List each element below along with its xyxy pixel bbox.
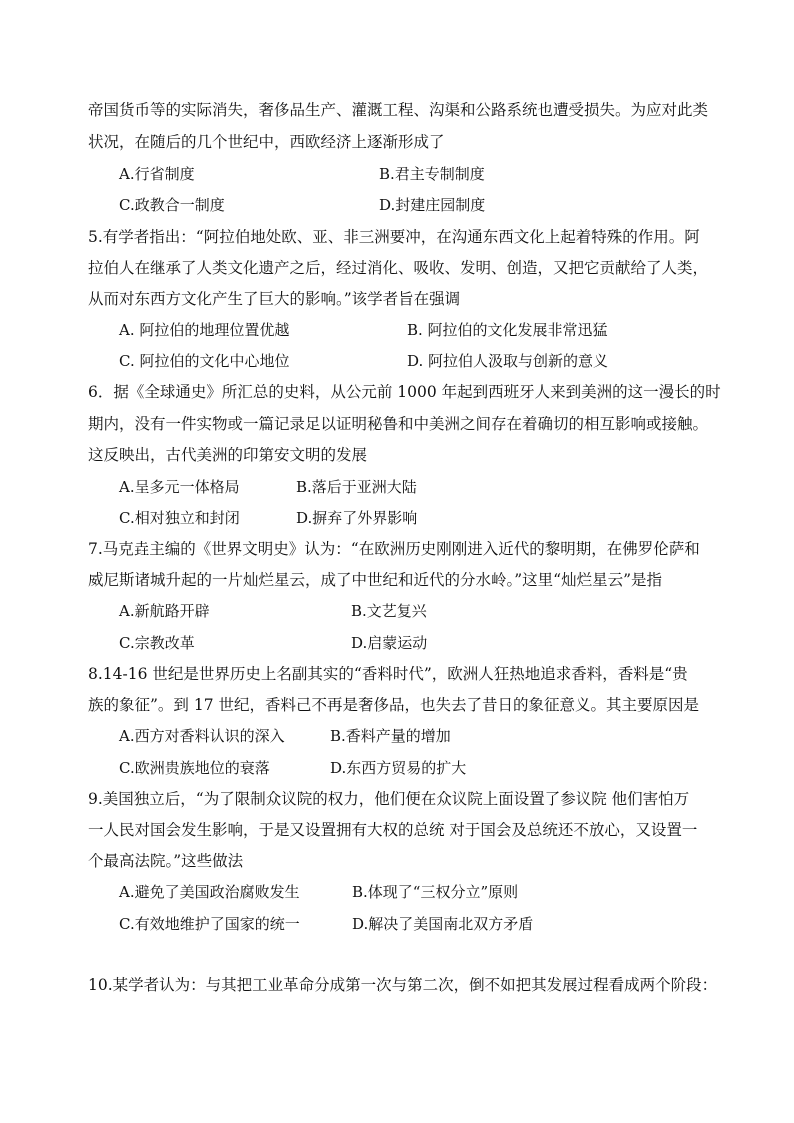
q9-option-d[interactable]: D.解决了美国南北双方矛盾 (352, 915, 534, 933)
q7-option-d[interactable]: D.启蒙运动 (351, 634, 428, 652)
q5-option-b[interactable]: B. 阿拉伯的文化发展非常迅猛 (407, 321, 608, 339)
q5-text-line-1: 5.有学者指出：“阿拉伯地处欧、亚、非三洲要冲，在沟通东西文化上起着特殊的作用。阿 (88, 228, 700, 246)
q8-text-line-1: 8.14-16 世纪是世界历史上名副其实的“香料时代”，欧洲人狂热地追求香料，香料是“贵 (88, 665, 688, 683)
q6-option-a[interactable]: A.呈多元一体格局 (119, 478, 240, 496)
q5-text-line-2: 拉伯人在继承了人类文化遗产之后，经过消化、吸收、发明、创造，又把它贡献给了人类， (88, 259, 709, 277)
q6-option-c[interactable]: C.相对独立和封闭 (119, 509, 240, 527)
q7-option-b[interactable]: B.文艺复兴 (351, 602, 427, 620)
q6-text-line-3: 这反映出，古代美洲的印第安文明的发展 (88, 446, 368, 464)
q4-text-line-1: 帝国货币等的实际消失，奢侈品生产、灌溉工程、沟渠和公路系统也遭受损失。为应对此类 (88, 101, 709, 119)
q9-text-line-2: 一人民对国会发生影响，于是又设置拥有大权的总统 对于国会及总统还不放心，又设置一 (88, 821, 698, 839)
q4-option-c[interactable]: C.政教合一制度 (119, 196, 225, 214)
q7-option-c[interactable]: C.宗教改革 (119, 634, 195, 652)
q8-option-a[interactable]: A.西方对香料认识的深入 (119, 727, 285, 745)
q7-text-line-1: 7.马克垚主编的《世界文明史》认为：“在欧洲历史刚刚进入近代的黎明期，在佛罗伦萨和 (88, 540, 700, 558)
q8-text-line-2: 族的象征”。到 17 世纪，香料己不再是奢侈品，也失去了昔日的象征意义。其主要原因是 (88, 696, 700, 714)
q4-text-line-2: 状况，在随后的几个世纪中，西欧经济上逐渐形成了 (88, 133, 445, 151)
q9-text-line-1: 9.美国独立后，“为了限制众议院的权力，他们便在众议院上面设置了参议院 他们害怕万 (88, 790, 690, 808)
q9-text-line-3: 个最高法院。”这些做法 (88, 852, 244, 870)
q8-option-c[interactable]: C.欧洲贵族地位的衰落 (119, 759, 270, 777)
q5-option-a[interactable]: A. 阿拉伯的地理位置优越 (119, 321, 290, 339)
q4-option-b[interactable]: B.君主专制制度 (379, 165, 485, 183)
q5-option-c[interactable]: C. 阿拉伯的文化中心地位 (119, 352, 290, 370)
q9-option-c[interactable]: C.有效地维护了国家的统一 (119, 915, 300, 933)
q4-option-a[interactable]: A.行省制度 (119, 165, 195, 183)
q8-option-d[interactable]: D.东西方贸易的扩大 (330, 759, 467, 777)
q6-text-line-1: 6．据《全球通史》所汇总的史料，从公元前 1000 年起到西班牙人来到美洲的这一漫长的时 (88, 383, 721, 401)
q4-option-d[interactable]: D.封建庄园制度 (379, 196, 486, 214)
q9-option-a[interactable]: A.避免了美国政治腐败发生 (119, 883, 300, 901)
q6-option-d[interactable]: D.摒弃了外界影响 (296, 509, 418, 527)
q8-option-b[interactable]: B.香料产量的增加 (330, 727, 451, 745)
q10-text-line-1: 10.某学者认为：与其把工业革命分成第一次与第二次，倒不如把其发展过程看成两个阶段： (88, 976, 718, 994)
q7-option-a[interactable]: A.新航路开辟 (119, 602, 210, 620)
q5-option-d[interactable]: D. 阿拉伯人汲取与创新的意义 (407, 352, 609, 370)
q5-text-line-3: 从而对东西方文化产生了巨大的影响。”该学者旨在强调 (88, 290, 461, 308)
q9-option-b[interactable]: B.体现了“三权分立”原则 (352, 883, 519, 901)
q6-option-b[interactable]: B.落后于亚洲大陆 (296, 478, 417, 496)
q6-text-line-2: 期内，没有一件实物或一篇记录足以证明秘鲁和中美洲之间存在着确切的相互影响或接触。 (88, 415, 709, 433)
q7-text-line-2: 威尼斯诸城升起的一片灿烂星云，成了中世纪和近代的分水岭。”这里“灿烂星云”是指 (88, 571, 663, 589)
